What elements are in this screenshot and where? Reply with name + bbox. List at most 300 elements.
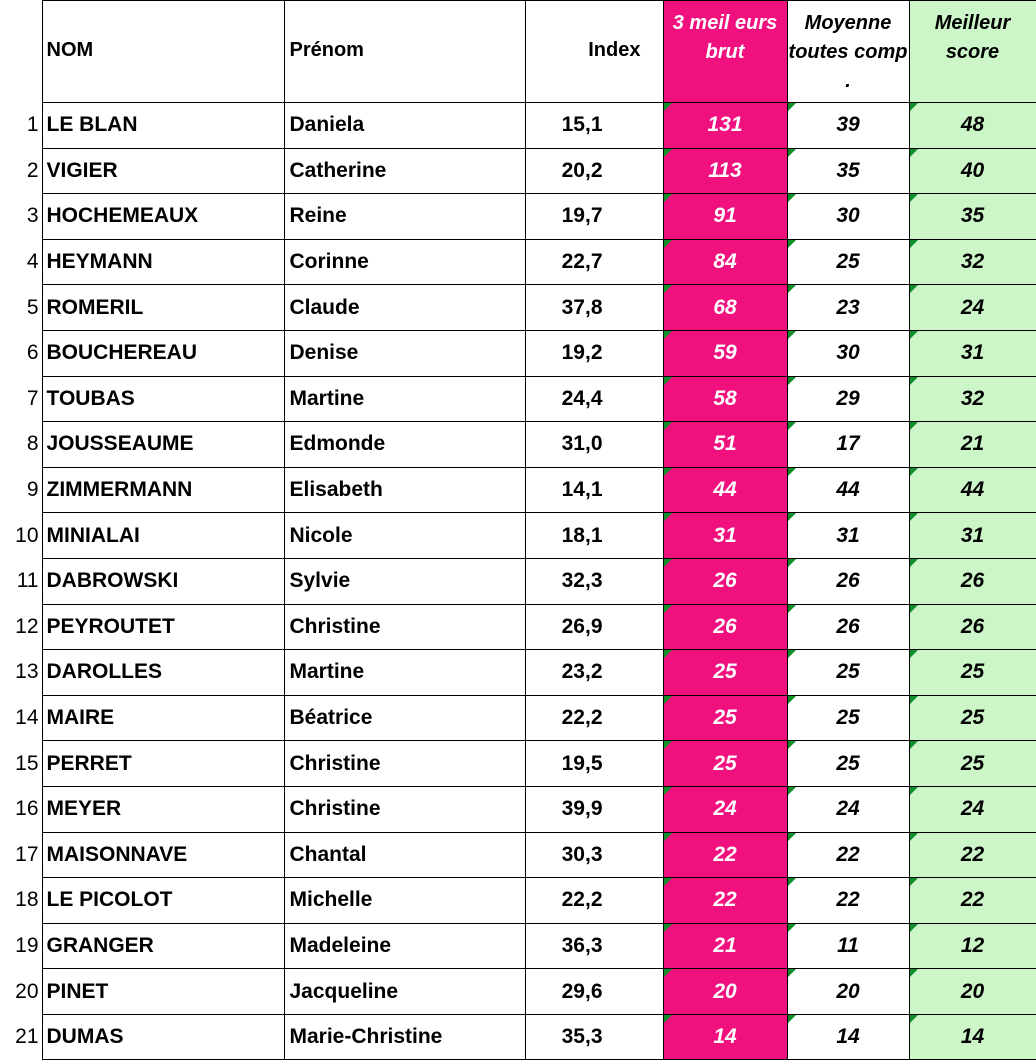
cell-meilleur-text: 25 (960, 706, 985, 730)
cell-nom[interactable] (42, 832, 284, 878)
cell-prenom-text: Jacqueline (289, 979, 399, 1003)
cell-prenom[interactable] (284, 878, 525, 924)
cell-moyenne[interactable] (787, 285, 909, 331)
cell-meilleur[interactable] (909, 969, 1036, 1015)
cell-prenom[interactable] (284, 239, 525, 285)
cell-moyenne[interactable] (787, 376, 909, 422)
cell-prenom[interactable] (284, 786, 525, 832)
comment-marker-icon (910, 149, 918, 157)
row-number (0, 786, 42, 832)
table-row (0, 148, 1036, 194)
row-number (0, 650, 42, 696)
cell-index-text: 18,1 (561, 523, 603, 547)
cell-best3-text: 26 (713, 614, 737, 638)
cell-best3[interactable] (663, 969, 787, 1015)
cell-meilleur[interactable] (909, 239, 1036, 285)
cell-nom[interactable] (42, 786, 284, 832)
cell-prenom-text: Nicole (289, 523, 353, 547)
cell-best3[interactable] (663, 832, 787, 878)
cell-prenom-text: Elisabeth (289, 478, 383, 502)
comment-marker-icon (788, 833, 796, 841)
table-row (0, 695, 1036, 741)
cell-prenom[interactable] (284, 923, 525, 969)
cell-meilleur[interactable] (909, 513, 1036, 559)
cell-index[interactable] (525, 1014, 663, 1060)
cell-nom[interactable] (42, 422, 284, 468)
row-number (0, 604, 42, 650)
comment-marker-icon (788, 924, 796, 932)
cell-moyenne-text: 44 (836, 478, 860, 502)
cell-nom[interactable] (42, 695, 284, 741)
cell-nom[interactable] (42, 604, 284, 650)
cell-nom[interactable] (42, 650, 284, 696)
table-row (0, 832, 1036, 878)
cell-prenom-text: Béatrice (289, 706, 373, 730)
comment-marker-icon (664, 103, 672, 111)
comment-marker-icon (910, 696, 918, 704)
table-row (0, 741, 1036, 787)
cell-meilleur-text: 35 (960, 204, 985, 228)
cell-nom[interactable] (42, 148, 284, 194)
cell-nom-text: HOCHEMEAUX (46, 204, 199, 228)
cell-meilleur-text: 32 (960, 250, 985, 274)
cell-prenom[interactable] (284, 148, 525, 194)
cell-prenom-text: Martine (289, 386, 365, 410)
cell-meilleur[interactable] (909, 422, 1036, 468)
cell-index-text: 14,1 (561, 478, 603, 502)
cell-index-text: 20,2 (561, 158, 603, 182)
cell-best3-text: 68 (713, 295, 737, 319)
cell-best3[interactable] (663, 330, 787, 376)
cell-prenom[interactable] (284, 1014, 525, 1060)
cell-meilleur-text: 31 (960, 341, 985, 365)
cell-index[interactable] (525, 786, 663, 832)
cell-index[interactable] (525, 422, 663, 468)
cell-index[interactable] (525, 969, 663, 1015)
row-number (0, 148, 42, 194)
row-number-text: 3 (26, 204, 39, 228)
header-moyenne[interactable] (787, 1, 909, 103)
comment-marker-icon (788, 331, 796, 339)
row-number-text: 13 (15, 660, 39, 684)
cell-index[interactable] (525, 285, 663, 331)
cell-moyenne-text: 35 (836, 158, 860, 182)
comment-marker-icon (664, 924, 672, 932)
cell-nom[interactable] (42, 285, 284, 331)
cell-index-text: 22,7 (561, 250, 603, 274)
comment-marker-icon (664, 285, 672, 293)
cell-best3[interactable] (663, 741, 787, 787)
comment-marker-icon (664, 194, 672, 202)
row-number (0, 969, 42, 1015)
cell-moyenne-text: 25 (836, 660, 860, 684)
cell-prenom-text: Sylvie (289, 569, 351, 593)
comment-marker-icon (664, 833, 672, 841)
row-number (0, 194, 42, 240)
cell-index-text: 29,6 (561, 979, 603, 1003)
cell-index[interactable] (525, 148, 663, 194)
cell-index[interactable] (525, 103, 663, 149)
cell-meilleur-text: 24 (960, 295, 985, 319)
cell-nom-text: MAIRE (46, 706, 115, 730)
cell-prenom[interactable] (284, 604, 525, 650)
cell-best3[interactable] (663, 148, 787, 194)
table-row (0, 604, 1036, 650)
cell-nom-text: PERRET (46, 751, 132, 775)
cell-index[interactable] (525, 376, 663, 422)
cell-prenom-text: Reine (289, 204, 347, 228)
header-index[interactable]: Index (525, 1, 663, 103)
table-row (0, 558, 1036, 604)
cell-best3-text: 113 (708, 158, 742, 182)
cell-meilleur[interactable] (909, 148, 1036, 194)
row-number-text: 15 (15, 751, 39, 775)
cell-nom[interactable] (42, 558, 284, 604)
cell-index[interactable] (525, 695, 663, 741)
cell-meilleur-text: 21 (960, 432, 985, 456)
cell-moyenne[interactable] (787, 604, 909, 650)
comment-marker-icon (910, 650, 918, 658)
cell-meilleur[interactable] (909, 285, 1036, 331)
comment-marker-icon (664, 741, 672, 749)
comment-marker-icon (788, 422, 796, 430)
cell-moyenne[interactable] (787, 194, 909, 240)
cell-nom[interactable] (42, 376, 284, 422)
cell-best3[interactable] (663, 513, 787, 559)
row-number-text: 19 (15, 933, 39, 957)
cell-meilleur-text: 31 (960, 523, 985, 547)
cell-index-text: 36,3 (561, 933, 603, 957)
cell-prenom-text: Chantal (289, 842, 367, 866)
cell-index[interactable] (525, 194, 663, 240)
comment-marker-icon (664, 149, 672, 157)
cell-nom-text: LE PICOLOT (46, 888, 173, 912)
row-number-text: 10 (15, 523, 39, 547)
row-number (0, 239, 42, 285)
cell-moyenne[interactable] (787, 330, 909, 376)
row-number-text: 17 (15, 842, 39, 866)
cell-meilleur-text: 26 (960, 614, 985, 638)
comment-marker-icon (910, 468, 918, 476)
cell-index[interactable] (525, 604, 663, 650)
comment-marker-icon (664, 787, 672, 795)
cell-moyenne[interactable] (787, 741, 909, 787)
cell-prenom-text: Marie-Christine (289, 1025, 443, 1049)
cell-best3-text: 131 (707, 113, 743, 137)
comment-marker-icon (664, 605, 672, 613)
header-moyenne-label: Moyenne toutes comp . (788, 12, 908, 92)
cell-best3[interactable] (663, 650, 787, 696)
cell-nom[interactable] (42, 1014, 284, 1060)
cell-meilleur-text: 40 (960, 158, 985, 182)
cell-prenom-text: Claude (289, 295, 360, 319)
comment-marker-icon (910, 103, 918, 111)
cell-meilleur[interactable] (909, 558, 1036, 604)
table-row (0, 467, 1036, 513)
cell-index[interactable] (525, 239, 663, 285)
cell-prenom[interactable] (284, 285, 525, 331)
cell-nom[interactable] (42, 969, 284, 1015)
cell-best3-text: 24 (713, 797, 737, 821)
comment-marker-icon (664, 650, 672, 658)
cell-best3[interactable] (663, 467, 787, 513)
header-meilleur[interactable] (909, 1, 1036, 103)
comment-marker-icon (788, 240, 796, 248)
cell-index[interactable] (525, 650, 663, 696)
cell-meilleur[interactable] (909, 1014, 1036, 1060)
cell-nom-text: JOUSSEAUME (46, 432, 194, 456)
cell-best3-text: 25 (713, 751, 737, 775)
cell-meilleur[interactable] (909, 330, 1036, 376)
comment-marker-icon (910, 194, 918, 202)
comment-marker-icon (788, 969, 796, 977)
row-number (0, 1014, 42, 1060)
comment-marker-icon (910, 924, 918, 932)
comment-marker-icon (788, 741, 796, 749)
cell-nom[interactable] (42, 330, 284, 376)
cell-best3-text: 26 (713, 569, 737, 593)
cell-meilleur[interactable] (909, 695, 1036, 741)
cell-meilleur[interactable] (909, 194, 1036, 240)
cell-moyenne-text: 25 (836, 751, 860, 775)
cell-moyenne-text: 39 (836, 113, 860, 137)
cell-nom[interactable] (42, 741, 284, 787)
cell-best3[interactable] (663, 1014, 787, 1060)
cell-best3[interactable] (663, 878, 787, 924)
cell-moyenne-text: 25 (836, 250, 860, 274)
comment-marker-icon (910, 833, 918, 841)
cell-moyenne[interactable] (787, 148, 909, 194)
cell-best3-text: 22 (713, 888, 737, 912)
cell-prenom[interactable] (284, 422, 525, 468)
cell-index-text: 19,7 (561, 204, 603, 228)
comment-marker-icon (788, 1015, 796, 1023)
cell-best3[interactable] (663, 604, 787, 650)
cell-moyenne[interactable] (787, 786, 909, 832)
cell-moyenne[interactable] (787, 513, 909, 559)
cell-prenom[interactable] (284, 969, 525, 1015)
cell-index-text: 19,2 (561, 341, 603, 365)
cell-nom-text: GRANGER (46, 933, 154, 957)
row-number-text: 20 (15, 979, 39, 1003)
comment-marker-icon (788, 878, 796, 886)
comment-marker-icon (664, 1015, 672, 1023)
cell-moyenne[interactable] (787, 923, 909, 969)
header-meilleur-label: Meilleur score (934, 12, 1011, 63)
cell-best3[interactable] (663, 285, 787, 331)
comment-marker-icon (788, 468, 796, 476)
row-number (0, 513, 42, 559)
cell-index-text: 23,2 (561, 660, 603, 684)
cell-nom[interactable] (42, 513, 284, 559)
cell-moyenne[interactable] (787, 650, 909, 696)
cell-nom-text: DUMAS (46, 1025, 124, 1049)
cell-best3[interactable] (663, 786, 787, 832)
cell-meilleur[interactable] (909, 786, 1036, 832)
cell-meilleur[interactable] (909, 741, 1036, 787)
comment-marker-icon (910, 285, 918, 293)
cell-moyenne-text: 23 (836, 295, 860, 319)
comment-marker-icon (664, 240, 672, 248)
cell-meilleur[interactable] (909, 604, 1036, 650)
cell-index-text: 35,3 (561, 1025, 603, 1049)
cell-meilleur[interactable] (909, 103, 1036, 149)
cell-nom-text: MEYER (46, 797, 122, 821)
cell-moyenne[interactable] (787, 422, 909, 468)
cell-meilleur[interactable] (909, 878, 1036, 924)
cell-index[interactable] (525, 923, 663, 969)
table-row (0, 194, 1036, 240)
cell-prenom[interactable] (284, 832, 525, 878)
cell-moyenne[interactable] (787, 558, 909, 604)
row-number (0, 467, 42, 513)
row-number-text: 4 (26, 250, 39, 274)
cell-nom[interactable] (42, 878, 284, 924)
comment-marker-icon (788, 377, 796, 385)
cell-best3-text: 59 (713, 341, 737, 365)
cell-index-text: 31,0 (561, 432, 603, 456)
cell-moyenne-text: 11 (837, 933, 859, 957)
table-row (0, 650, 1036, 696)
cell-meilleur-text: 25 (960, 751, 985, 775)
cell-best3[interactable] (663, 558, 787, 604)
cell-nom-text: LE BLAN (46, 113, 138, 137)
cell-index[interactable] (525, 558, 663, 604)
cell-meilleur-text: 32 (960, 386, 985, 410)
cell-prenom-text: Denise (289, 341, 359, 365)
table-row (0, 786, 1036, 832)
cell-meilleur[interactable] (909, 832, 1036, 878)
cell-meilleur-text: 26 (960, 569, 985, 593)
comment-marker-icon (664, 377, 672, 385)
cell-index-text: 15,1 (561, 113, 603, 137)
cell-prenom[interactable] (284, 695, 525, 741)
row-number (0, 376, 42, 422)
cell-moyenne[interactable] (787, 1014, 909, 1060)
comment-marker-icon (910, 741, 918, 749)
cell-index-text: 22,2 (561, 706, 603, 730)
cell-index[interactable] (525, 832, 663, 878)
cell-moyenne[interactable] (787, 695, 909, 741)
cell-nom-text: MAISONNAVE (46, 842, 188, 866)
cell-moyenne[interactable] (787, 878, 909, 924)
corner-cell (0, 1, 42, 103)
comment-marker-icon (910, 331, 918, 339)
cell-best3[interactable] (663, 239, 787, 285)
cell-moyenne[interactable] (787, 832, 909, 878)
cell-prenom[interactable] (284, 513, 525, 559)
cell-nom[interactable] (42, 923, 284, 969)
header-nom[interactable]: NOM (42, 1, 284, 103)
header-best3[interactable] (663, 1, 787, 103)
row-number (0, 103, 42, 149)
header-prenom[interactable]: Prénom (284, 1, 525, 103)
row-number (0, 330, 42, 376)
table-row (0, 239, 1036, 285)
cell-moyenne-text: 14 (836, 1025, 860, 1049)
cell-index[interactable] (525, 513, 663, 559)
comment-marker-icon (788, 605, 796, 613)
cell-best3[interactable] (663, 103, 787, 149)
cell-best3[interactable] (663, 422, 787, 468)
cell-best3-text: 14 (713, 1025, 737, 1049)
cell-meilleur-text: 25 (960, 660, 985, 684)
cell-moyenne-text: 22 (836, 888, 860, 912)
cell-meilleur[interactable] (909, 467, 1036, 513)
cell-meilleur-text: 14 (960, 1025, 985, 1049)
table-row (0, 969, 1036, 1015)
cell-best3[interactable] (663, 923, 787, 969)
cell-nom[interactable] (42, 239, 284, 285)
cell-meilleur-text: 24 (960, 797, 985, 821)
cell-prenom[interactable] (284, 558, 525, 604)
cell-moyenne-text: 31 (836, 523, 860, 547)
cell-meilleur[interactable] (909, 650, 1036, 696)
cell-index[interactable] (525, 878, 663, 924)
row-number (0, 422, 42, 468)
cell-moyenne[interactable] (787, 969, 909, 1015)
cell-moyenne-text: 30 (836, 204, 860, 228)
cell-prenom-text: Christine (289, 751, 381, 775)
comment-marker-icon (788, 559, 796, 567)
cell-meilleur[interactable] (909, 923, 1036, 969)
cell-prenom[interactable] (284, 194, 525, 240)
cell-index[interactable] (525, 330, 663, 376)
cell-prenom-text: Martine (289, 660, 365, 684)
cell-nom[interactable] (42, 467, 284, 513)
cell-nom-text: DABROWSKI (46, 569, 179, 593)
cell-index[interactable] (525, 741, 663, 787)
cell-prenom-text: Madeleine (289, 933, 392, 957)
cell-best3-text: 25 (713, 706, 737, 730)
cell-nom[interactable] (42, 103, 284, 149)
cell-moyenne[interactable] (787, 103, 909, 149)
comment-marker-icon (788, 696, 796, 704)
comment-marker-icon (664, 878, 672, 886)
table-row (0, 376, 1036, 422)
comment-marker-icon (910, 559, 918, 567)
cell-moyenne-text: 26 (836, 614, 860, 638)
cell-nom-text: DAROLLES (46, 660, 162, 684)
cell-best3[interactable] (663, 194, 787, 240)
cell-prenom[interactable] (284, 376, 525, 422)
cell-meilleur[interactable] (909, 376, 1036, 422)
cell-best3-text: 51 (713, 432, 737, 456)
cell-index-text: 26,9 (561, 614, 603, 638)
cell-moyenne[interactable] (787, 467, 909, 513)
comment-marker-icon (664, 468, 672, 476)
cell-best3[interactable] (663, 695, 787, 741)
cell-moyenne[interactable] (787, 239, 909, 285)
cell-best3-text: 22 (713, 842, 737, 866)
cell-best3[interactable] (663, 376, 787, 422)
cell-meilleur-text: 44 (960, 478, 985, 502)
row-number-text: 11 (16, 569, 39, 593)
cell-prenom[interactable] (284, 741, 525, 787)
cell-prenom[interactable] (284, 103, 525, 149)
cell-prenom[interactable] (284, 330, 525, 376)
cell-best3-text: 44 (713, 478, 737, 502)
cell-prenom[interactable] (284, 467, 525, 513)
cell-index[interactable] (525, 467, 663, 513)
cell-best3-text: 25 (713, 660, 737, 684)
cell-best3-text: 84 (713, 250, 737, 274)
cell-prenom[interactable] (284, 650, 525, 696)
row-number-text: 6 (26, 341, 39, 365)
cell-nom[interactable] (42, 194, 284, 240)
cell-nom-text: MINIALAI (46, 523, 140, 547)
row-number-text: 12 (15, 614, 39, 638)
